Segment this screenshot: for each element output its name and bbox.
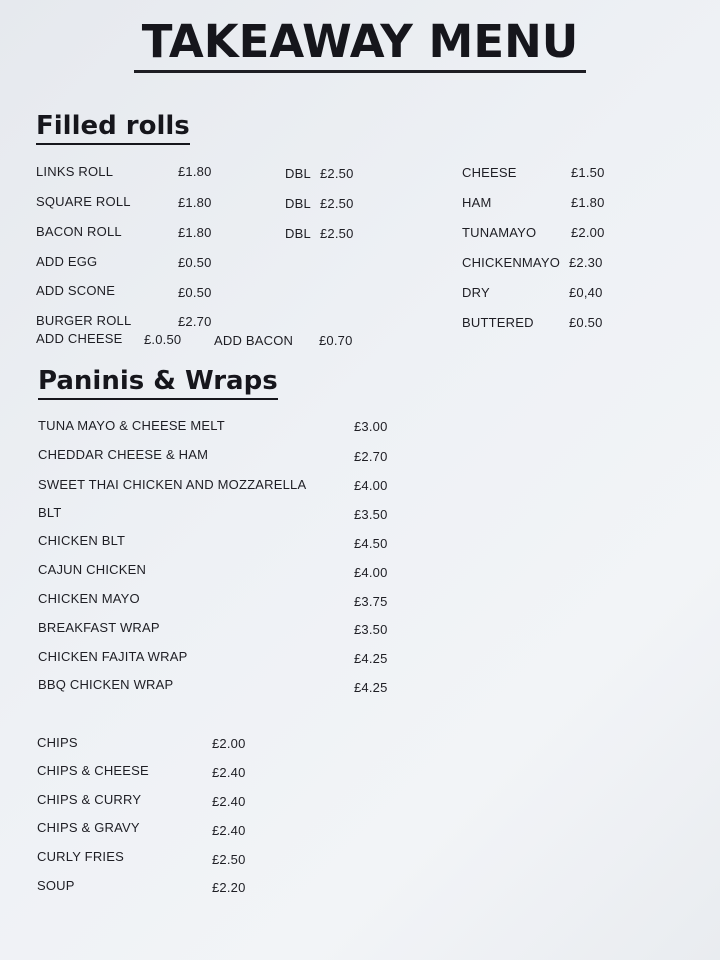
menu-item-name: CHICKENMAYO <box>462 255 561 270</box>
menu-item-price: £4.50 <box>354 536 388 551</box>
menu-item-price: £3.75 <box>354 594 388 609</box>
dbl-label: DBL <box>285 226 311 241</box>
menu-item-price: £0,40 <box>569 285 603 300</box>
menu-item-price: £2.70 <box>178 314 212 329</box>
menu-item-name: CHIPS & CHEESE <box>37 763 149 778</box>
dbl-price: £2.50 <box>320 196 354 211</box>
filled-rolls-heading: Filled rolls <box>36 110 190 145</box>
add-cheese-name: ADD CHEESE <box>36 331 123 346</box>
dbl-label: DBL <box>285 196 311 211</box>
menu-item-price: £4.25 <box>354 651 388 666</box>
menu-item-price: £2.40 <box>212 765 246 780</box>
menu-item-price: £2.00 <box>571 225 605 240</box>
menu-item-name: SQUARE ROLL <box>36 194 131 209</box>
menu-item-name: CHICKEN BLT <box>38 533 126 548</box>
menu-item-name: BURGER ROLL <box>36 313 132 328</box>
add-cheese-price: £.0.50 <box>144 332 182 347</box>
menu-item-name: CHIPS & CURRY <box>37 792 142 807</box>
add-bacon-name: ADD BACON <box>214 333 294 348</box>
menu-item-name: SWEET THAI CHICKEN AND MOZZARELLA <box>38 477 307 492</box>
menu-item-name: CHICKEN MAYO <box>38 591 140 606</box>
menu-item-price: £2.30 <box>569 255 603 270</box>
menu-item-name: BLT <box>38 505 62 520</box>
menu-item-price: £0.50 <box>178 255 212 270</box>
menu-item-price: £1.80 <box>178 225 212 240</box>
menu-item-price: £0.50 <box>178 285 212 300</box>
menu-item-name: ADD EGG <box>36 254 98 269</box>
page-title: TAKEAWAY MENU <box>134 14 586 73</box>
menu-item-name: BREAKFAST WRAP <box>38 620 160 635</box>
menu-item-name: TUNAMAYO <box>462 225 537 240</box>
menu-item-price: £4.25 <box>354 680 388 695</box>
menu-item-price: £2.50 <box>212 852 246 867</box>
menu-item-name: CHIPS & GRAVY <box>37 820 140 835</box>
menu-item-price: £3.00 <box>354 419 388 434</box>
menu-item-name: TUNA MAYO & CHEESE MELT <box>38 418 225 433</box>
dbl-price: £2.50 <box>320 226 354 241</box>
menu-item-name: CAJUN CHICKEN <box>38 562 147 577</box>
menu-item-price: £4.00 <box>354 565 388 580</box>
menu-item-price: £2.00 <box>212 736 246 751</box>
menu-item-name: CHEDDAR CHEESE & HAM <box>38 447 209 462</box>
menu-item-price: £1.50 <box>571 165 605 180</box>
menu-item-price: £3.50 <box>354 622 388 637</box>
menu-item-name: BBQ CHICKEN WRAP <box>38 677 174 692</box>
menu-item-price: £1.80 <box>178 195 212 210</box>
paninis-wraps-heading: Paninis & Wraps <box>38 365 278 400</box>
menu-item-price: £2.70 <box>354 449 388 464</box>
menu-item-name: CURLY FRIES <box>37 849 124 864</box>
menu-item-name: DRY <box>462 285 490 300</box>
menu-item-name: SOUP <box>37 878 75 893</box>
menu-item-name: BUTTERED <box>462 315 534 330</box>
menu-item-name: LINKS ROLL <box>36 164 114 179</box>
menu-item-price: £4.00 <box>354 478 388 493</box>
menu-item-name: CHICKEN FAJITA WRAP <box>38 649 188 664</box>
menu-item-name: CHIPS <box>37 735 78 750</box>
menu-item-price: £2.40 <box>212 823 246 838</box>
menu-item-price: £3.50 <box>354 507 388 522</box>
menu-item-price: £1.80 <box>178 164 212 179</box>
add-bacon-price: £0.70 <box>319 333 353 348</box>
menu-item-price: £2.40 <box>212 794 246 809</box>
menu-item-name: HAM <box>462 195 492 210</box>
dbl-price: £2.50 <box>320 166 354 181</box>
menu-item-name: CHEESE <box>462 165 517 180</box>
menu-item-price: £1.80 <box>571 195 605 210</box>
menu-item-name: BACON ROLL <box>36 224 122 239</box>
menu-item-price: £2.20 <box>212 880 246 895</box>
menu-item-price: £0.50 <box>569 315 603 330</box>
dbl-label: DBL <box>285 166 311 181</box>
menu-item-name: ADD SCONE <box>36 283 116 298</box>
